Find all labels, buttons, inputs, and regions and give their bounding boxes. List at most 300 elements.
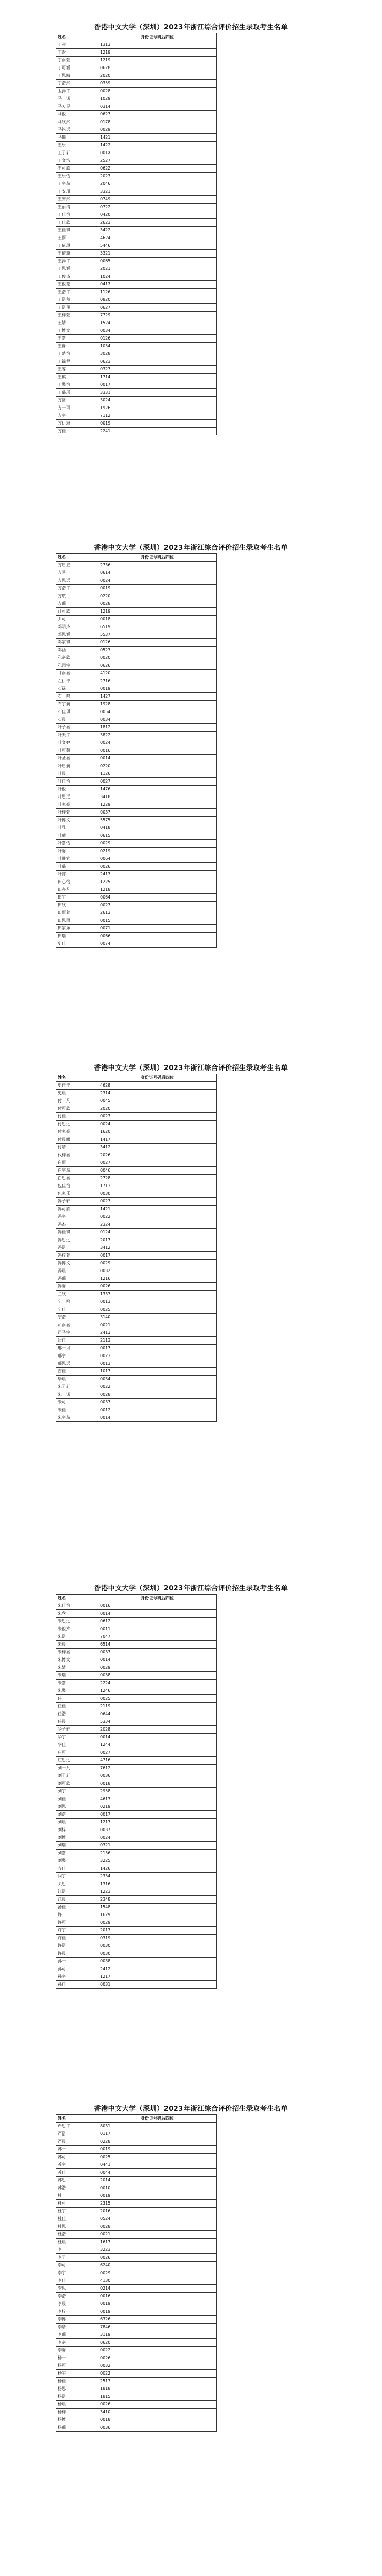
student-name-cell: 朱子轩 — [56, 1383, 98, 1391]
student-name-cell: 任佳 — [56, 1703, 98, 1710]
table-row — [56, 1144, 217, 1151]
student-name-cell: 白思涵 — [56, 1175, 98, 1182]
table-row — [56, 1919, 217, 1927]
id-last-four-cell: 0027 — [98, 1159, 217, 1167]
table-row — [56, 708, 217, 716]
student-name-cell: 苏浩 — [56, 2184, 98, 2192]
table-header-row — [56, 33, 217, 41]
student-name-cell: 王乐怡 — [56, 173, 98, 180]
id-last-four-cell: 2026 — [98, 1151, 217, 1159]
table-row — [56, 1857, 217, 1865]
table-row — [56, 1850, 217, 1857]
student-name-cell: 史佳宁 — [56, 1082, 98, 1090]
student-name-cell: 方航 — [56, 592, 98, 600]
document-page-2 — [0, 520, 382, 1036]
table-row — [56, 2177, 217, 2184]
id-last-four-cell: 5334 — [98, 1718, 217, 1726]
table-row — [56, 778, 217, 786]
id-last-four-cell: 0623 — [98, 358, 217, 366]
table-row — [56, 1105, 217, 1113]
id-last-four-cell: 0036 — [98, 1772, 217, 1780]
student-name-cell: 付婧 — [56, 1144, 98, 1151]
table-row — [56, 639, 217, 647]
column-header-name: 姓名 — [56, 2115, 98, 2123]
table-row — [56, 569, 217, 577]
id-last-four-cell: 0037 — [98, 809, 217, 817]
id-last-four-cell: 1815 — [98, 2393, 217, 2401]
table-row — [56, 863, 217, 871]
student-name-cell: 尹可 — [56, 616, 98, 623]
student-name-cell: 邢宇 — [56, 1352, 98, 1360]
id-last-four-cell: 0019 — [98, 420, 217, 428]
id-last-four-cell: 1034 — [98, 343, 217, 350]
id-last-four-cell: 0024 — [98, 1121, 217, 1128]
id-last-four-cell: 2334 — [98, 1873, 217, 1880]
table-row — [56, 1376, 217, 1383]
table-row — [56, 2146, 217, 2154]
id-last-four-cell: 0026 — [98, 2354, 217, 2362]
student-name-cell: 李博 — [56, 2316, 98, 2324]
table-row — [56, 1198, 217, 1206]
student-name-cell: 冯思远 — [56, 1236, 98, 1244]
id-last-four-cell: 0620 — [98, 2339, 217, 2347]
table-row — [56, 428, 217, 435]
student-name-cell: 叶璐 — [56, 863, 98, 871]
id-last-four-cell: 0029 — [98, 126, 217, 134]
id-last-four-cell: 6326 — [98, 2316, 217, 2324]
student-name-cell: 杨瑞 — [56, 2424, 98, 2432]
id-last-four-cell: 0024 — [98, 739, 217, 747]
id-last-four-cell: 5575 — [98, 817, 217, 824]
id-last-four-cell: 0071 — [98, 925, 217, 933]
id-last-four-cell: 1524 — [98, 319, 217, 327]
student-name-cell: 严思宇 — [56, 2123, 98, 2130]
student-name-cell: 杨梓 — [56, 2409, 98, 2416]
id-last-four-cell: 0027 — [98, 1749, 217, 1757]
table-row — [56, 1865, 217, 1873]
student-name-cell: 王可欣 — [56, 165, 98, 173]
student-name-cell: 王璐瑶 — [56, 389, 98, 397]
student-name-cell: 叶晨 — [56, 770, 98, 778]
student-name-cell: 卫泽宇 — [56, 88, 98, 95]
student-name-cell: 李浩 — [56, 2293, 98, 2300]
student-name-cell: 方一可 — [56, 404, 98, 412]
student-name-cell: 李子 — [56, 2254, 98, 2262]
student-name-cell: 冯可欣 — [56, 1206, 98, 1213]
student-name-cell: 叶子涵 — [56, 724, 98, 732]
student-name-cell: 刘晨 — [56, 1819, 98, 1826]
student-name-cell: 朱佳 — [56, 1406, 98, 1414]
student-name-cell: 齐佳 — [56, 1865, 98, 1873]
student-name-cell: 杨佳 — [56, 2378, 98, 2385]
table-row — [56, 1749, 217, 1757]
table-row — [56, 600, 217, 608]
table-row — [56, 1757, 217, 1765]
table-row — [56, 281, 217, 289]
id-last-four-cell: 2314 — [98, 1090, 217, 1097]
student-name-cell: 刘可欣 — [56, 1780, 98, 1788]
id-last-four-cell: 7112 — [98, 412, 217, 420]
student-name-cell: 江浩 — [56, 1888, 98, 1896]
table-row — [56, 817, 217, 824]
student-name-cell: 严晨 — [56, 2138, 98, 2146]
id-last-four-cell: 7729 — [98, 312, 217, 319]
student-name-cell: 付家豪 — [56, 1128, 98, 1136]
id-last-four-cell: 0319 — [98, 1935, 217, 1942]
table-row — [56, 701, 217, 708]
table-row — [56, 2231, 217, 2239]
id-last-four-cell: 7612 — [98, 1765, 217, 1772]
table-row — [56, 577, 217, 585]
id-last-four-cell: 1217 — [98, 1973, 217, 1981]
student-name-cell: 白宇航 — [56, 1167, 98, 1175]
table-row — [56, 374, 217, 381]
table-header-row — [56, 1595, 217, 1602]
id-last-four-cell: 1421 — [98, 134, 217, 142]
column-header-id: 身份证号码后四位 — [98, 2115, 217, 2123]
id-last-four-cell: 0046 — [98, 1167, 217, 1175]
id-last-four-cell: 2517 — [98, 2378, 217, 2385]
table-row — [56, 1167, 217, 1175]
id-last-four-cell: 5446 — [98, 242, 217, 250]
table-row — [56, 2154, 217, 2161]
table-row — [56, 902, 217, 909]
student-name-cell: 王宇航 — [56, 180, 98, 188]
student-name-cell: 刘一凡 — [56, 1765, 98, 1772]
student-name-cell: 任一 — [56, 1695, 98, 1703]
table-row — [56, 1904, 217, 1911]
student-name-cell: 冯杰 — [56, 1221, 98, 1229]
table-row — [56, 1973, 217, 1981]
id-last-four-cell: 2020 — [98, 72, 217, 80]
id-last-four-cell: 3410 — [98, 2409, 217, 2416]
table-row — [56, 142, 217, 149]
id-last-four-cell: 2412 — [98, 1965, 217, 1973]
admission-table — [56, 1074, 217, 1422]
student-name-cell: 杨思 — [56, 2385, 98, 2393]
table-row — [56, 1896, 217, 1904]
table-row — [56, 1337, 217, 1345]
id-last-four-cell: 3422 — [98, 227, 217, 234]
table-row — [56, 2123, 217, 2130]
table-row — [56, 72, 217, 80]
id-last-four-cell: 4628 — [98, 1082, 217, 1090]
student-name-cell: 毕晨 — [56, 1376, 98, 1383]
student-name-cell: 苏佳 — [56, 2169, 98, 2177]
id-last-four-cell: 1223 — [98, 1888, 217, 1896]
table-row — [56, 2208, 217, 2215]
student-name-cell: 杜晨 — [56, 2239, 98, 2246]
id-last-four-cell: 0029 — [98, 2269, 217, 2277]
id-last-four-cell: 1017 — [98, 1368, 217, 1376]
table-row — [56, 389, 217, 397]
table-row — [56, 80, 217, 88]
id-last-four-cell: 3418 — [98, 793, 217, 801]
id-last-four-cell: 0015 — [98, 917, 217, 925]
student-name-cell: 刘博 — [56, 1834, 98, 1842]
table-row — [56, 770, 217, 778]
student-name-cell: 王文浩 — [56, 157, 98, 165]
id-last-four-cell: 3140 — [98, 1314, 217, 1321]
id-last-four-cell: 3119 — [98, 2331, 217, 2339]
table-row — [56, 2308, 217, 2316]
table-row — [56, 1399, 217, 1406]
student-name-cell: 冯梓萱 — [56, 1252, 98, 1260]
document-page-1 — [0, 0, 382, 515]
table-row — [56, 732, 217, 739]
student-name-cell: 方启昱 — [56, 562, 98, 569]
table-row — [56, 747, 217, 755]
student-name-cell: 王依璇 — [56, 250, 98, 258]
id-last-four-cell: 0019 — [98, 2308, 217, 2316]
table-row — [56, 296, 217, 304]
id-last-four-cell: 0220 — [98, 592, 217, 600]
table-row — [56, 1406, 217, 1414]
column-header-id: 身份证号码后四位 — [98, 1074, 217, 1082]
table-row — [56, 1780, 217, 1788]
student-name-cell: 方思远 — [56, 577, 98, 585]
table-row — [56, 608, 217, 616]
student-name-cell: 王佳怡 — [56, 211, 98, 219]
id-last-four-cell: 0418 — [98, 824, 217, 832]
student-name-cell: 叶梓萱 — [56, 809, 98, 817]
id-last-four-cell: 1620 — [98, 1128, 217, 1136]
table-row — [56, 1703, 217, 1710]
student-name-cell: 朱博文 — [56, 1656, 98, 1664]
student-name-cell: 杨博 — [56, 2416, 98, 2424]
table-row — [56, 762, 217, 770]
id-last-four-cell: 3822 — [98, 732, 217, 739]
id-last-four-cell: 4120 — [98, 670, 217, 677]
table-row — [56, 840, 217, 848]
student-name-cell: 邓思涵 — [56, 631, 98, 639]
table-row — [56, 623, 217, 631]
id-last-four-cell: 0022 — [98, 2370, 217, 2378]
student-name-cell: 丁可涵 — [56, 64, 98, 72]
table-row — [56, 2215, 217, 2223]
id-last-four-cell: 0359 — [98, 80, 217, 88]
table-row — [56, 57, 217, 64]
table-row — [56, 909, 217, 917]
document-page-4 — [0, 1561, 382, 2076]
id-last-four-cell: 2348 — [98, 1896, 217, 1904]
id-last-four-cell: 0024 — [98, 577, 217, 585]
admission-table — [56, 553, 217, 948]
id-last-four-cell: 0029 — [98, 840, 217, 848]
student-name-cell: 石宇航 — [56, 701, 98, 708]
id-last-four-cell: 5537 — [98, 631, 217, 639]
student-name-cell: 田欣 — [56, 902, 98, 909]
student-name-cell: 边佳 — [56, 1337, 98, 1345]
id-last-four-cell: 1629 — [98, 1911, 217, 1919]
table-row — [56, 180, 217, 188]
student-name-cell: 宁佳 — [56, 1306, 98, 1314]
id-last-four-cell: 4130 — [98, 2277, 217, 2285]
table-row — [56, 1935, 217, 1942]
id-last-four-cell: 0524 — [98, 2215, 217, 2223]
student-name-cell: 代梓涵 — [56, 1151, 98, 1159]
student-name-cell: 李嘉 — [56, 2339, 98, 2347]
student-name-cell: 朱思远 — [56, 1618, 98, 1625]
id-last-four-cell: 1126 — [98, 770, 217, 778]
student-name-cell: 邢思远 — [56, 1360, 98, 1368]
id-last-four-cell: 0027 — [98, 902, 217, 909]
id-last-four-cell: 0615 — [98, 832, 217, 840]
table-row — [56, 234, 217, 242]
id-last-four-cell: 0627 — [98, 304, 217, 312]
id-last-four-cell: 0020 — [98, 654, 217, 662]
column-header-id: 身份证号码后四位 — [98, 33, 217, 41]
student-name-cell: 李晨 — [56, 2300, 98, 2308]
table-row — [56, 2161, 217, 2169]
table-row — [56, 1734, 217, 1741]
id-last-four-cell: 1316 — [98, 1880, 217, 1888]
table-row — [56, 739, 217, 747]
table-row — [56, 1819, 217, 1826]
table-row — [56, 2184, 217, 2192]
table-row — [56, 289, 217, 296]
id-last-four-cell: 4613 — [98, 1795, 217, 1803]
id-last-four-cell: 0523 — [98, 647, 217, 654]
table-row — [56, 126, 217, 134]
student-name-cell: 刘浩 — [56, 1811, 98, 1819]
student-name-cell: 刘瑞 — [56, 1842, 98, 1850]
table-row — [56, 1695, 217, 1703]
student-name-cell: 邓涵 — [56, 647, 98, 654]
id-last-four-cell: 0034 — [98, 1376, 217, 1383]
table-row — [56, 677, 217, 685]
table-row — [56, 793, 217, 801]
student-name-cell: 王丽清 — [56, 204, 98, 211]
id-last-four-cell: 0010 — [98, 2184, 217, 2192]
student-name-cell: 吉佳 — [56, 1368, 98, 1376]
student-name-cell: 王泽宇 — [56, 258, 98, 265]
table-row — [56, 2339, 217, 2347]
student-name-cell: 李婧 — [56, 2324, 98, 2331]
table-row — [56, 319, 217, 327]
id-last-four-cell: 2315 — [98, 2200, 217, 2208]
table-row — [56, 366, 217, 374]
id-last-four-cell: 0064 — [98, 855, 217, 863]
student-name-cell: 甘雨涵 — [56, 670, 98, 677]
id-last-four-cell: 0220 — [98, 762, 217, 770]
table-row — [56, 1213, 217, 1221]
table-row — [56, 2416, 217, 2424]
table-row — [56, 211, 217, 219]
column-header-name: 姓名 — [56, 1074, 98, 1082]
table-row — [56, 350, 217, 358]
table-row — [56, 1298, 217, 1306]
table-row — [56, 412, 217, 420]
id-last-four-cell: 0017 — [98, 1252, 217, 1260]
student-name-cell: 叶佳怡 — [56, 778, 98, 786]
id-last-four-cell: 0017 — [98, 1345, 217, 1352]
id-last-four-cell: 1246 — [98, 1687, 217, 1695]
student-name-cell: 李思 — [56, 2285, 98, 2293]
student-name-cell: 冯晨 — [56, 1267, 98, 1275]
id-last-four-cell: 7846 — [98, 2324, 217, 2331]
student-name-cell: 关思 — [56, 1880, 98, 1888]
id-last-four-cell: 0027 — [98, 778, 217, 786]
id-last-four-cell: 0032 — [98, 2362, 217, 2370]
id-last-four-cell: 0016 — [98, 2293, 217, 2300]
student-name-cell: 计可欣 — [56, 608, 98, 616]
id-last-four-cell: 1029 — [98, 95, 217, 103]
table-row — [56, 2262, 217, 2269]
table-row — [56, 1314, 217, 1321]
student-name-cell: 白雨 — [56, 1159, 98, 1167]
student-name-cell: 许宇 — [56, 1927, 98, 1935]
id-last-four-cell: 0029 — [98, 1919, 217, 1927]
student-name-cell: 叶天宇 — [56, 732, 98, 739]
id-last-four-cell: 0013 — [98, 1360, 217, 1368]
id-last-four-cell: 0013 — [98, 1298, 217, 1306]
table-row — [56, 616, 217, 623]
student-name-cell: 李瑞 — [56, 2331, 98, 2339]
student-name-cell: 付晨曦 — [56, 1136, 98, 1144]
table-row — [56, 1244, 217, 1252]
student-name-cell: 朱嘉 — [56, 1680, 98, 1687]
student-name-cell: 杜佳 — [56, 2215, 98, 2223]
id-last-four-cell: 0026 — [98, 1283, 217, 1291]
student-name-cell: 刘嘉 — [56, 1850, 98, 1857]
table-row — [56, 1383, 217, 1391]
student-name-cell: 叶懿 — [56, 871, 98, 878]
student-name-cell: 包佳怡 — [56, 1182, 98, 1190]
table-row — [56, 716, 217, 724]
table-row — [56, 1097, 217, 1105]
table-row — [56, 1182, 217, 1190]
id-last-four-cell: 3223 — [98, 2246, 217, 2254]
student-name-cell: 朱晨 — [56, 1641, 98, 1649]
table-row — [56, 1765, 217, 1772]
page-title: 香港中文大学（深圳）2023年浙江综合评价招生录取考生名单 — [94, 1064, 288, 1072]
student-name-cell: 许可 — [56, 1919, 98, 1927]
id-last-four-cell: 0018 — [98, 2416, 217, 2424]
id-last-four-cell: 0644 — [98, 1710, 217, 1718]
id-last-four-cell: 2958 — [98, 1788, 217, 1795]
table-row — [56, 1811, 217, 1819]
table-row — [56, 1414, 217, 1422]
table-row — [56, 1965, 217, 1973]
id-last-four-cell: 1421 — [98, 1206, 217, 1213]
id-last-four-cell: 2046 — [98, 180, 217, 188]
id-last-four-cell: 0126 — [98, 335, 217, 343]
table-row — [56, 1641, 217, 1649]
id-last-four-cell: 0025 — [98, 1306, 217, 1314]
table-row — [56, 1267, 217, 1275]
student-name-cell: 王子轩 — [56, 149, 98, 157]
student-name-cell: 王俊豪 — [56, 281, 98, 289]
admission-table — [56, 33, 217, 435]
id-last-four-cell: 0017 — [98, 1811, 217, 1819]
table-row — [56, 878, 217, 886]
id-last-four-cell: 0117 — [98, 2130, 217, 2138]
id-last-four-cell: 0030 — [98, 1950, 217, 1958]
id-last-four-cell: 6514 — [98, 1641, 217, 1649]
student-name-cell: 杜可 — [56, 2200, 98, 2208]
table-row — [56, 1649, 217, 1656]
student-name-cell: 叶可馨 — [56, 747, 98, 755]
table-row — [56, 397, 217, 404]
table-row — [56, 585, 217, 592]
student-name-cell: 马铭远 — [56, 126, 98, 134]
student-name-cell: 王浩翔 — [56, 304, 98, 312]
student-name-cell: 王馨怡 — [56, 381, 98, 389]
table-row — [56, 809, 217, 817]
table-row — [56, 2401, 217, 2409]
table-row — [56, 1618, 217, 1625]
